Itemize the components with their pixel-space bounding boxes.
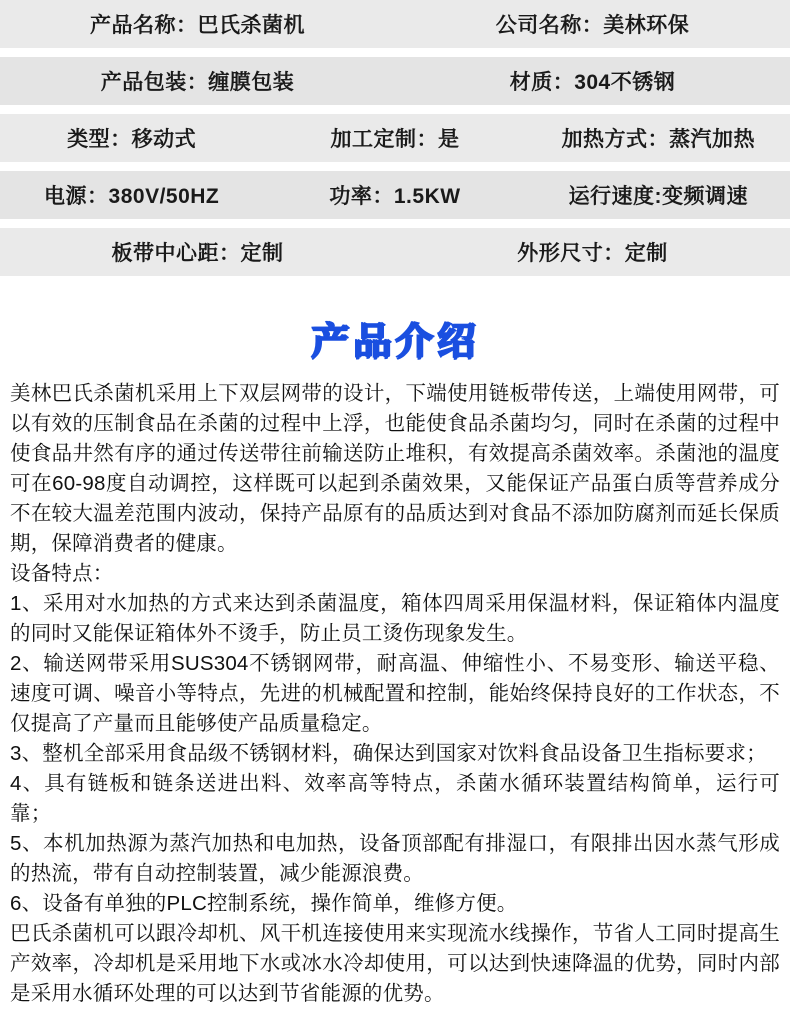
spec-pair-belt-center-distance xyxy=(0,228,395,276)
spec-table xyxy=(0,0,790,276)
spec-value: 移动式 xyxy=(131,128,197,151)
spec-pair-material xyxy=(395,57,790,105)
spec-value: 美林环保 xyxy=(603,14,690,37)
paragraph: 2、输送网带采用SUS304不锈钢网带，耐高温、伸缩性小、不易变形、输送平稳、速度可调、噪音小等特点，先进的机械配置和控制，能始终保持良好的工作状态，不仅提高了产量而且能够使产品质量稳定。 xyxy=(10,652,780,735)
spec-pair-product-name xyxy=(0,0,395,48)
spec-value: 巴氏杀菌机 xyxy=(197,14,305,37)
spec-value: 380V/50HZ xyxy=(108,185,220,208)
spec-label: 运行速度: xyxy=(568,185,663,208)
table-row xyxy=(0,114,790,162)
table-row xyxy=(0,0,790,48)
table-row xyxy=(0,171,790,219)
spec-value: 定制 xyxy=(240,242,284,265)
spec-label: 功率： xyxy=(329,185,394,208)
spec-label: 产品名称： xyxy=(89,14,198,37)
paragraph: 6、设备有单独的PLC控制系统，操作简单，维修方便。 xyxy=(10,892,518,915)
spec-label: 公司名称： xyxy=(495,14,604,37)
spec-pair-dimensions xyxy=(395,228,790,276)
table-row xyxy=(0,57,790,105)
paragraph-features-heading: 设备特点： xyxy=(10,562,114,585)
spec-label: 产品包装： xyxy=(100,71,209,94)
spec-value: 是 xyxy=(437,128,460,151)
paragraph: 3、整机全部采用食品级不锈钢材料，确保达到国家对饮料食品设备卫生指标要求； xyxy=(10,742,767,765)
paragraph: 1、采用对水加热的方式来达到杀菌温度，箱体四周采用保温材料，保证箱体内温度的同时又能保证箱体外不烫手，防止员工烫伤现象发生。 xyxy=(10,592,780,645)
spec-pair-type xyxy=(0,114,263,162)
table-spacer xyxy=(0,219,790,228)
spec-pair-running-speed xyxy=(527,171,790,219)
page-title: 产品介绍 xyxy=(310,319,479,363)
paragraph: 巴氏杀菌机可以跟冷却机、风干机连接使用来实现流水线操作，节省人工同时提高生产效率，冷却机是采用地下水或冰水冷却使用，可以达到快速降温的优势，同时内部是采用水循环处理的可以达到节省能源的优势。 xyxy=(10,922,780,1005)
table-row xyxy=(0,228,790,276)
spec-pair-power xyxy=(263,171,526,219)
spec-value: 304不锈钢 xyxy=(574,71,676,94)
spec-pair-company-name xyxy=(395,0,790,48)
spec-label: 材质： xyxy=(509,71,575,94)
spec-pair-heating-method xyxy=(527,114,790,162)
table-spacer xyxy=(0,162,790,171)
product-description xyxy=(0,379,790,1009)
spec-value: 1.5KW xyxy=(393,185,461,208)
spec-label: 类型： xyxy=(67,128,132,151)
spec-pair-customization xyxy=(263,114,526,162)
spec-value: 缠膜包装 xyxy=(208,71,295,94)
spec-pair-power-supply xyxy=(0,171,263,219)
table-spacer xyxy=(0,48,790,57)
paragraph: 4、具有链板和链条送进出料、效率高等特点，杀菌水循环装置结构简单，运行可靠； xyxy=(10,772,780,825)
spec-value: 定制 xyxy=(624,242,668,265)
spec-label: 电源： xyxy=(44,185,109,208)
spec-label: 加工定制： xyxy=(330,128,438,151)
table-spacer xyxy=(0,105,790,114)
spec-label: 外形尺寸： xyxy=(517,242,625,265)
spec-pair-packaging xyxy=(0,57,395,105)
spec-value: 变频调速 xyxy=(662,185,749,208)
spec-label: 板带中心距： xyxy=(111,242,241,265)
paragraph: 5、本机加热源为蒸汽加热和电加热，设备顶部配有排湿口，有限排出因水蒸气形成的热流，带有自动控制装置，减少能源浪费。 xyxy=(10,832,780,885)
spec-value: 蒸汽加热 xyxy=(669,128,756,151)
paragraph: 美林巴氏杀菌机采用上下双层网带的设计，下端使用链板带传送，上端使用网带，可以有效的压制食品在杀菌的过程中上浮，也能使食品杀菌均匀，同时在杀菌的过程中使食品井然有序的通过传送带往前输送防止堆积，有效提高杀菌效率。杀菌池的温度可在60-98度自动调控，这样既可以起到杀菌效果，又能保证产品蛋白质等营养成分不在较大温差范围内波动，保持产品原有的品质达到对食品不添加防腐剂而延长保质期，保障消费者的健康。 xyxy=(10,382,780,555)
spec-label: 加热方式： xyxy=(561,128,670,151)
